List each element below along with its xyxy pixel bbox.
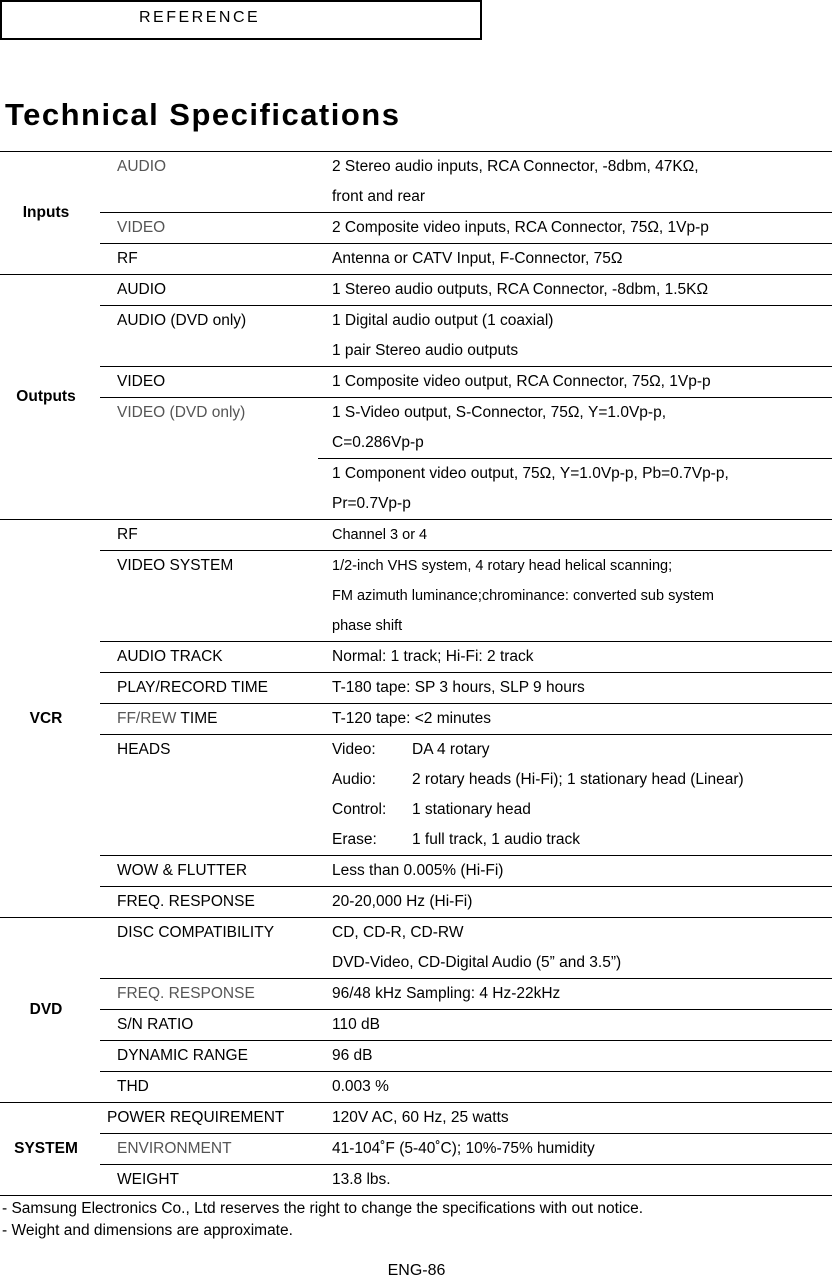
value-cell: T-180 tape: SP 3 hours, SLP 9 hours (318, 673, 832, 704)
param-label: VIDEO SYSTEM (100, 551, 318, 642)
param-label: WEIGHT (100, 1165, 318, 1196)
table-row (0, 1010, 832, 1041)
param-label: AUDIO TRACK (100, 642, 318, 673)
param-label: RF (100, 244, 318, 275)
value-line: phase shift (332, 618, 403, 634)
heads-row (332, 795, 832, 825)
value-cell: 1 Composite video output, RCA Connector, 75Ω, 1Vp-p (318, 367, 832, 398)
table-row (0, 275, 832, 306)
heads-value: DA 4 rotary (412, 741, 490, 758)
table-row (0, 1165, 832, 1196)
value-line: 1 Component video output, 75Ω, Y=1.0Vp-p, Pb=0.7Vp-p, (332, 465, 729, 482)
param-label: ENVIRONMENT (100, 1134, 318, 1165)
group-label-inputs: Inputs (22, 204, 70, 221)
spec-table (0, 151, 832, 1196)
group-label-system: SYSTEM (0, 1103, 100, 1196)
value-cell (318, 551, 832, 642)
param-label: DISC COMPATIBILITY (100, 918, 318, 979)
table-row (0, 551, 832, 642)
param-label: RF (100, 520, 318, 551)
value-line: 1 Digital audio output (1 coaxial) (332, 312, 554, 329)
value-cell: Channel 3 or 4 (318, 520, 832, 551)
value-cell: 20-20,000 Hz (Hi-Fi) (318, 887, 832, 918)
param-label-part: TIME (176, 710, 218, 727)
table-row (0, 398, 832, 459)
table-row (0, 244, 832, 275)
value-line: Pr=0.7Vp-p (332, 495, 411, 512)
table-row (0, 735, 832, 856)
value-cell: T-120 tape: <2 minutes (318, 704, 832, 735)
value-cell: 96/48 kHz Sampling: 4 Hz-22kHz (318, 979, 832, 1010)
param-label: S/N RATIO (100, 1010, 318, 1041)
value-line: 1 pair Stereo audio outputs (332, 342, 519, 359)
value-line: 2 Stereo audio inputs, RCA Connector, -8dbm, 47KΩ, (332, 158, 699, 175)
footnote: - Weight and dimensions are approximate. (2, 1222, 293, 1239)
table-row (0, 979, 832, 1010)
page-number: ENG-86 (387, 1262, 446, 1279)
footnote: - Samsung Electronics Co., Ltd reserves the right to change the specifications with out notice. (2, 1200, 643, 1217)
heads-row (332, 825, 832, 855)
value-cell: 41-104˚F (5-40˚C); 10%-75% humidity (318, 1134, 832, 1165)
heads-label: Video: (332, 741, 376, 758)
heads-row (332, 765, 832, 795)
table-row (0, 213, 832, 244)
value-line: C=0.286Vp-p (332, 434, 424, 451)
table-row (0, 918, 832, 979)
param-label: POWER REQUIREMENT (100, 1103, 318, 1134)
param-label: DYNAMIC RANGE (100, 1041, 318, 1072)
heads-label: Erase: (332, 831, 377, 848)
value-line: front and rear (332, 188, 426, 205)
param-label: WOW & FLUTTER (100, 856, 318, 887)
param-label: HEADS (100, 735, 318, 856)
value-cell: 2 Composite video inputs, RCA Connector, 75Ω, 1Vp-p (318, 213, 832, 244)
param-label: THD (100, 1072, 318, 1103)
table-row (0, 1134, 832, 1165)
value-cell: Less than 0.005% (Hi-Fi) (318, 856, 832, 887)
param-label: FREQ. RESPONSE (100, 979, 318, 1010)
table-row (0, 704, 832, 735)
param-label: PLAY/RECORD TIME (100, 673, 318, 704)
group-label-outputs: Outputs (0, 275, 100, 520)
value-cell (318, 152, 832, 213)
table-row (0, 1041, 832, 1072)
param-label: AUDIO (DVD only) (100, 306, 318, 367)
section-header-box (0, 0, 482, 40)
param-label: AUDIO (117, 158, 167, 175)
value-line: FM azimuth luminance;chrominance: converted sub system (332, 588, 714, 604)
value-cell (318, 735, 832, 856)
heads-label: Audio: (332, 771, 376, 788)
table-row (0, 673, 832, 704)
heads-value: 1 stationary head (412, 801, 531, 818)
table-row (0, 306, 832, 367)
section-label: REFERENCE (139, 9, 261, 26)
param-label: VIDEO (100, 213, 318, 244)
footnotes (2, 1198, 643, 1242)
table-row (0, 856, 832, 887)
value-cell: Normal: 1 track; Hi-Fi: 2 track (318, 642, 832, 673)
table-row (0, 1103, 832, 1134)
value-cell: 13.8 lbs. (318, 1165, 832, 1196)
param-label (100, 704, 318, 735)
param-label: VIDEO (100, 367, 318, 398)
value-cell (318, 918, 832, 979)
value-cell (318, 459, 832, 520)
table-row (0, 887, 832, 918)
param-label: FREQ. RESPONSE (100, 887, 318, 918)
param-label: AUDIO (100, 275, 318, 306)
value-cell: 0.003 % (318, 1072, 832, 1103)
value-cell (318, 306, 832, 367)
table-row (0, 1072, 832, 1103)
value-line: 1 S-Video output, S-Connector, 75Ω, Y=1.0Vp-p, (332, 404, 666, 421)
heads-row (332, 735, 832, 765)
param-label: VIDEO (DVD only) (100, 398, 318, 520)
table-row (0, 642, 832, 673)
value-cell: 1 Stereo audio outputs, RCA Connector, -8dbm, 1.5KΩ (318, 275, 832, 306)
heads-value: 1 full track, 1 audio track (412, 831, 580, 848)
heads-label: Control: (332, 801, 387, 818)
value-cell (318, 398, 832, 459)
table-row (0, 520, 832, 551)
value-line: CD, CD-R, CD-RW (332, 924, 464, 941)
value-line: DVD-Video, CD-Digital Audio (5” and 3.5”) (332, 954, 622, 971)
param-label-part: FF/REW (117, 710, 177, 727)
value-cell: 96 dB (318, 1041, 832, 1072)
group-label-vcr: VCR (0, 520, 100, 918)
group-label-dvd: DVD (0, 918, 100, 1103)
table-row (0, 152, 832, 213)
value-cell: 120V AC, 60 Hz, 25 watts (318, 1103, 832, 1134)
table-row (0, 367, 832, 398)
heads-value: 2 rotary heads (Hi-Fi); 1 stationary head (Linear) (412, 771, 744, 788)
value-line: 1/2-inch VHS system, 4 rotary head helical scanning; (332, 558, 673, 574)
value-cell: 110 dB (318, 1010, 832, 1041)
page-title: Technical Specifications (5, 97, 401, 132)
value-cell: Antenna or CATV Input, F-Connector, 75Ω (318, 244, 832, 275)
